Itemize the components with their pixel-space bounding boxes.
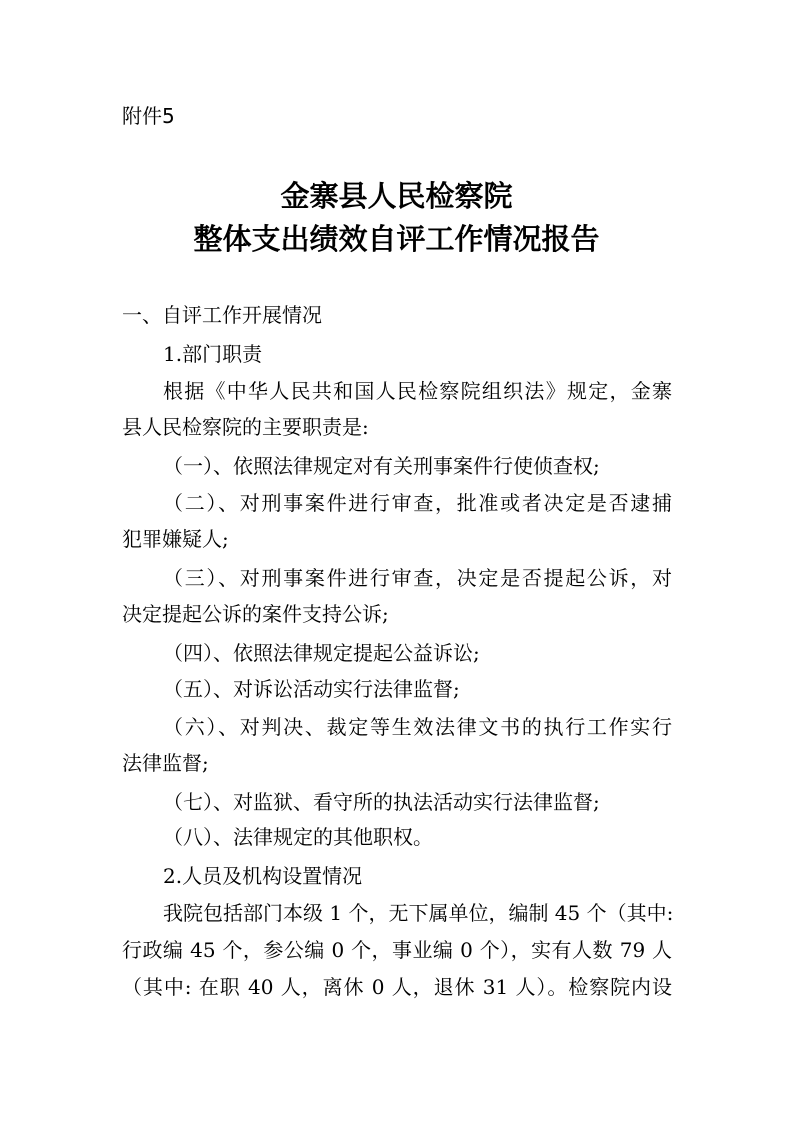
item-heading-staffing: 2.人员及机构设置情况: [163, 864, 363, 888]
paragraph-line: 根据《中华人民共和国人民检察院组织法》规定，金寨: [163, 379, 672, 403]
duty-item-6: （六）、对判决、裁定等生效法律文书的执行工作实行: [163, 715, 672, 739]
report-title-line-2: 整体支出绩效自评工作情况报告: [193, 222, 600, 256]
paragraph-line: 县人民检察院的主要职责是:: [122, 415, 369, 439]
duty-item-2-cont: 犯罪嫌疑人;: [122, 527, 229, 551]
duty-item-2: （二）、对刑事案件进行审查，批准或者决定是否逮捕: [163, 491, 672, 515]
duty-item-5: （五）、对诉讼活动实行法律监督;: [163, 677, 460, 701]
paragraph-line: 我院包括部门本级 1 个，无下属单位，编制 45 个（其中:: [163, 901, 674, 925]
attachment-label: 附件5: [122, 104, 175, 128]
duty-item-3-cont: 决定提起公诉的案件支持公诉;: [122, 602, 389, 626]
duty-item-7: （七）、对监狱、看守所的执法活动实行法律监督;: [163, 790, 600, 814]
item-heading-duties: 1.部门职责: [163, 342, 263, 366]
duty-item-1: （一）、依照法律规定对有关刑事案件行使侦查权;: [163, 454, 600, 478]
paragraph-line: 行政编 45 个，参公编 0 个，事业编 0 个），实有人数 79 人: [122, 938, 672, 962]
paragraph-line: （其中: 在职 40 人，离休 0 人，退休 31 人）。检察院内设: [122, 975, 672, 999]
duty-item-6-cont: 法律监督;: [122, 751, 209, 775]
duty-item-8: （八）、法律规定的其他职权。: [163, 825, 433, 849]
duty-item-4: （四）、依照法律规定提起公益诉讼;: [163, 641, 480, 665]
section-heading-self-evaluation: 一、自评工作开展情况: [122, 303, 322, 327]
report-title-line-1: 金寨县人民检察院: [280, 179, 513, 213]
duty-item-3: （三）、对刑事案件进行审查，决定是否提起公诉，对: [163, 566, 672, 590]
